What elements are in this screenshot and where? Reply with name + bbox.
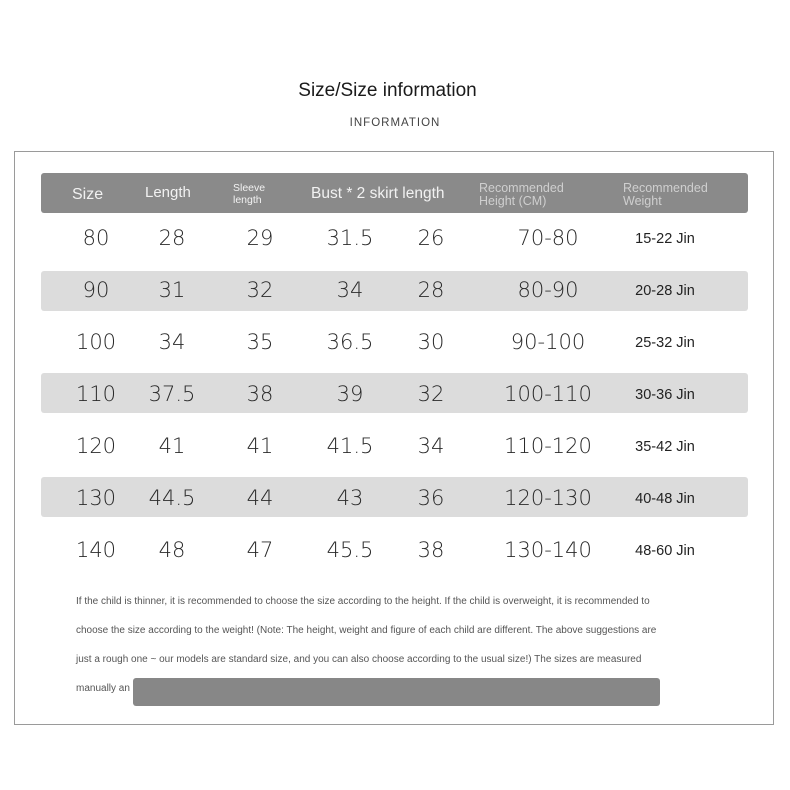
cell-sleeve: 35 xyxy=(246,330,274,354)
cell-size: 110 xyxy=(75,382,117,406)
header-rec-weight-line2: Weight xyxy=(623,194,662,208)
cell-height: 100-110 xyxy=(504,382,592,406)
cell-bust: 39 xyxy=(336,382,364,406)
cell-sleeve: 47 xyxy=(246,538,274,562)
cell-height: 70-80 xyxy=(517,226,579,250)
cell-sleeve: 41 xyxy=(246,434,274,458)
cell-skirt: 34 xyxy=(417,434,445,458)
cell-size: 80 xyxy=(82,226,110,250)
cell-skirt: 26 xyxy=(417,226,445,250)
cell-sleeve: 32 xyxy=(246,278,274,302)
cell-length: 44.5 xyxy=(148,486,196,510)
note-line-3: just a rough one ~ our models are standard size, and you can also choose according to the usual size!) The sizes are measured xyxy=(76,654,642,665)
cell-skirt: 28 xyxy=(417,278,445,302)
header-sleeve-line2: length xyxy=(233,194,262,206)
cell-sleeve: 44 xyxy=(246,486,274,510)
cell-bust: 45.5 xyxy=(326,538,374,562)
cell-weight: 30-36 Jin xyxy=(635,387,695,403)
cell-size: 90 xyxy=(82,278,110,302)
cell-bust: 34 xyxy=(336,278,364,302)
header-size: Size xyxy=(72,186,104,203)
cell-size: 130 xyxy=(75,486,117,510)
cell-weight: 40-48 Jin xyxy=(635,491,695,507)
cell-height: 90-100 xyxy=(510,330,586,354)
table-header xyxy=(41,173,748,213)
page-title: Size/Size information xyxy=(298,80,477,101)
cell-length: 31 xyxy=(158,278,186,302)
cell-length: 37.5 xyxy=(148,382,196,406)
cell-size: 140 xyxy=(75,538,117,562)
cell-weight: 25-32 Jin xyxy=(635,335,695,351)
header-rec-weight-line1: Recommended xyxy=(623,181,708,195)
header-length: Length xyxy=(145,184,191,201)
page-subtitle: INFORMATION xyxy=(349,117,441,129)
cell-weight: 15-22 Jin xyxy=(635,231,695,247)
cell-bust: 36.5 xyxy=(326,330,374,354)
header-sleeve-line1: Sleeve xyxy=(233,182,266,194)
cell-skirt: 38 xyxy=(417,538,445,562)
cell-length: 28 xyxy=(158,226,186,250)
cell-skirt: 32 xyxy=(417,382,445,406)
cell-length: 34 xyxy=(158,330,186,354)
cell-size: 120 xyxy=(75,434,117,458)
note-line-2: choose the size according to the weight! (Note: The height, weight and figure of each child are different. The above suggestions are xyxy=(76,625,657,636)
note-line-1: If the child is thinner, it is recommended to choose the size according to the height. If the child is overweight, it is recommended to xyxy=(76,596,650,607)
header-rec-height-line2: Height (CM) xyxy=(479,194,547,208)
cell-height: 110-120 xyxy=(504,434,592,458)
cell-height: 130-140 xyxy=(504,538,592,562)
cell-height: 80-90 xyxy=(517,278,579,302)
cell-skirt: 36 xyxy=(417,486,445,510)
cell-bust: 41.5 xyxy=(326,434,374,458)
note-line-4: manually an xyxy=(76,683,130,694)
cell-sleeve: 29 xyxy=(246,226,274,250)
cell-weight: 48-60 Jin xyxy=(635,543,695,559)
header-rec-height-line1: Recommended xyxy=(479,181,564,195)
header-bust-skirt: Bust * 2 skirt length xyxy=(311,185,445,202)
redaction-bar xyxy=(133,678,660,706)
cell-size: 100 xyxy=(75,330,117,354)
cell-length: 41 xyxy=(158,434,186,458)
cell-height: 120-130 xyxy=(504,486,592,510)
cell-weight: 20-28 Jin xyxy=(635,283,695,299)
cell-bust: 31.5 xyxy=(326,226,374,250)
cell-sleeve: 38 xyxy=(246,382,274,406)
cell-skirt: 30 xyxy=(417,330,445,354)
cell-bust: 43 xyxy=(336,486,364,510)
cell-weight: 35-42 Jin xyxy=(635,439,695,455)
cell-length: 48 xyxy=(158,538,186,562)
